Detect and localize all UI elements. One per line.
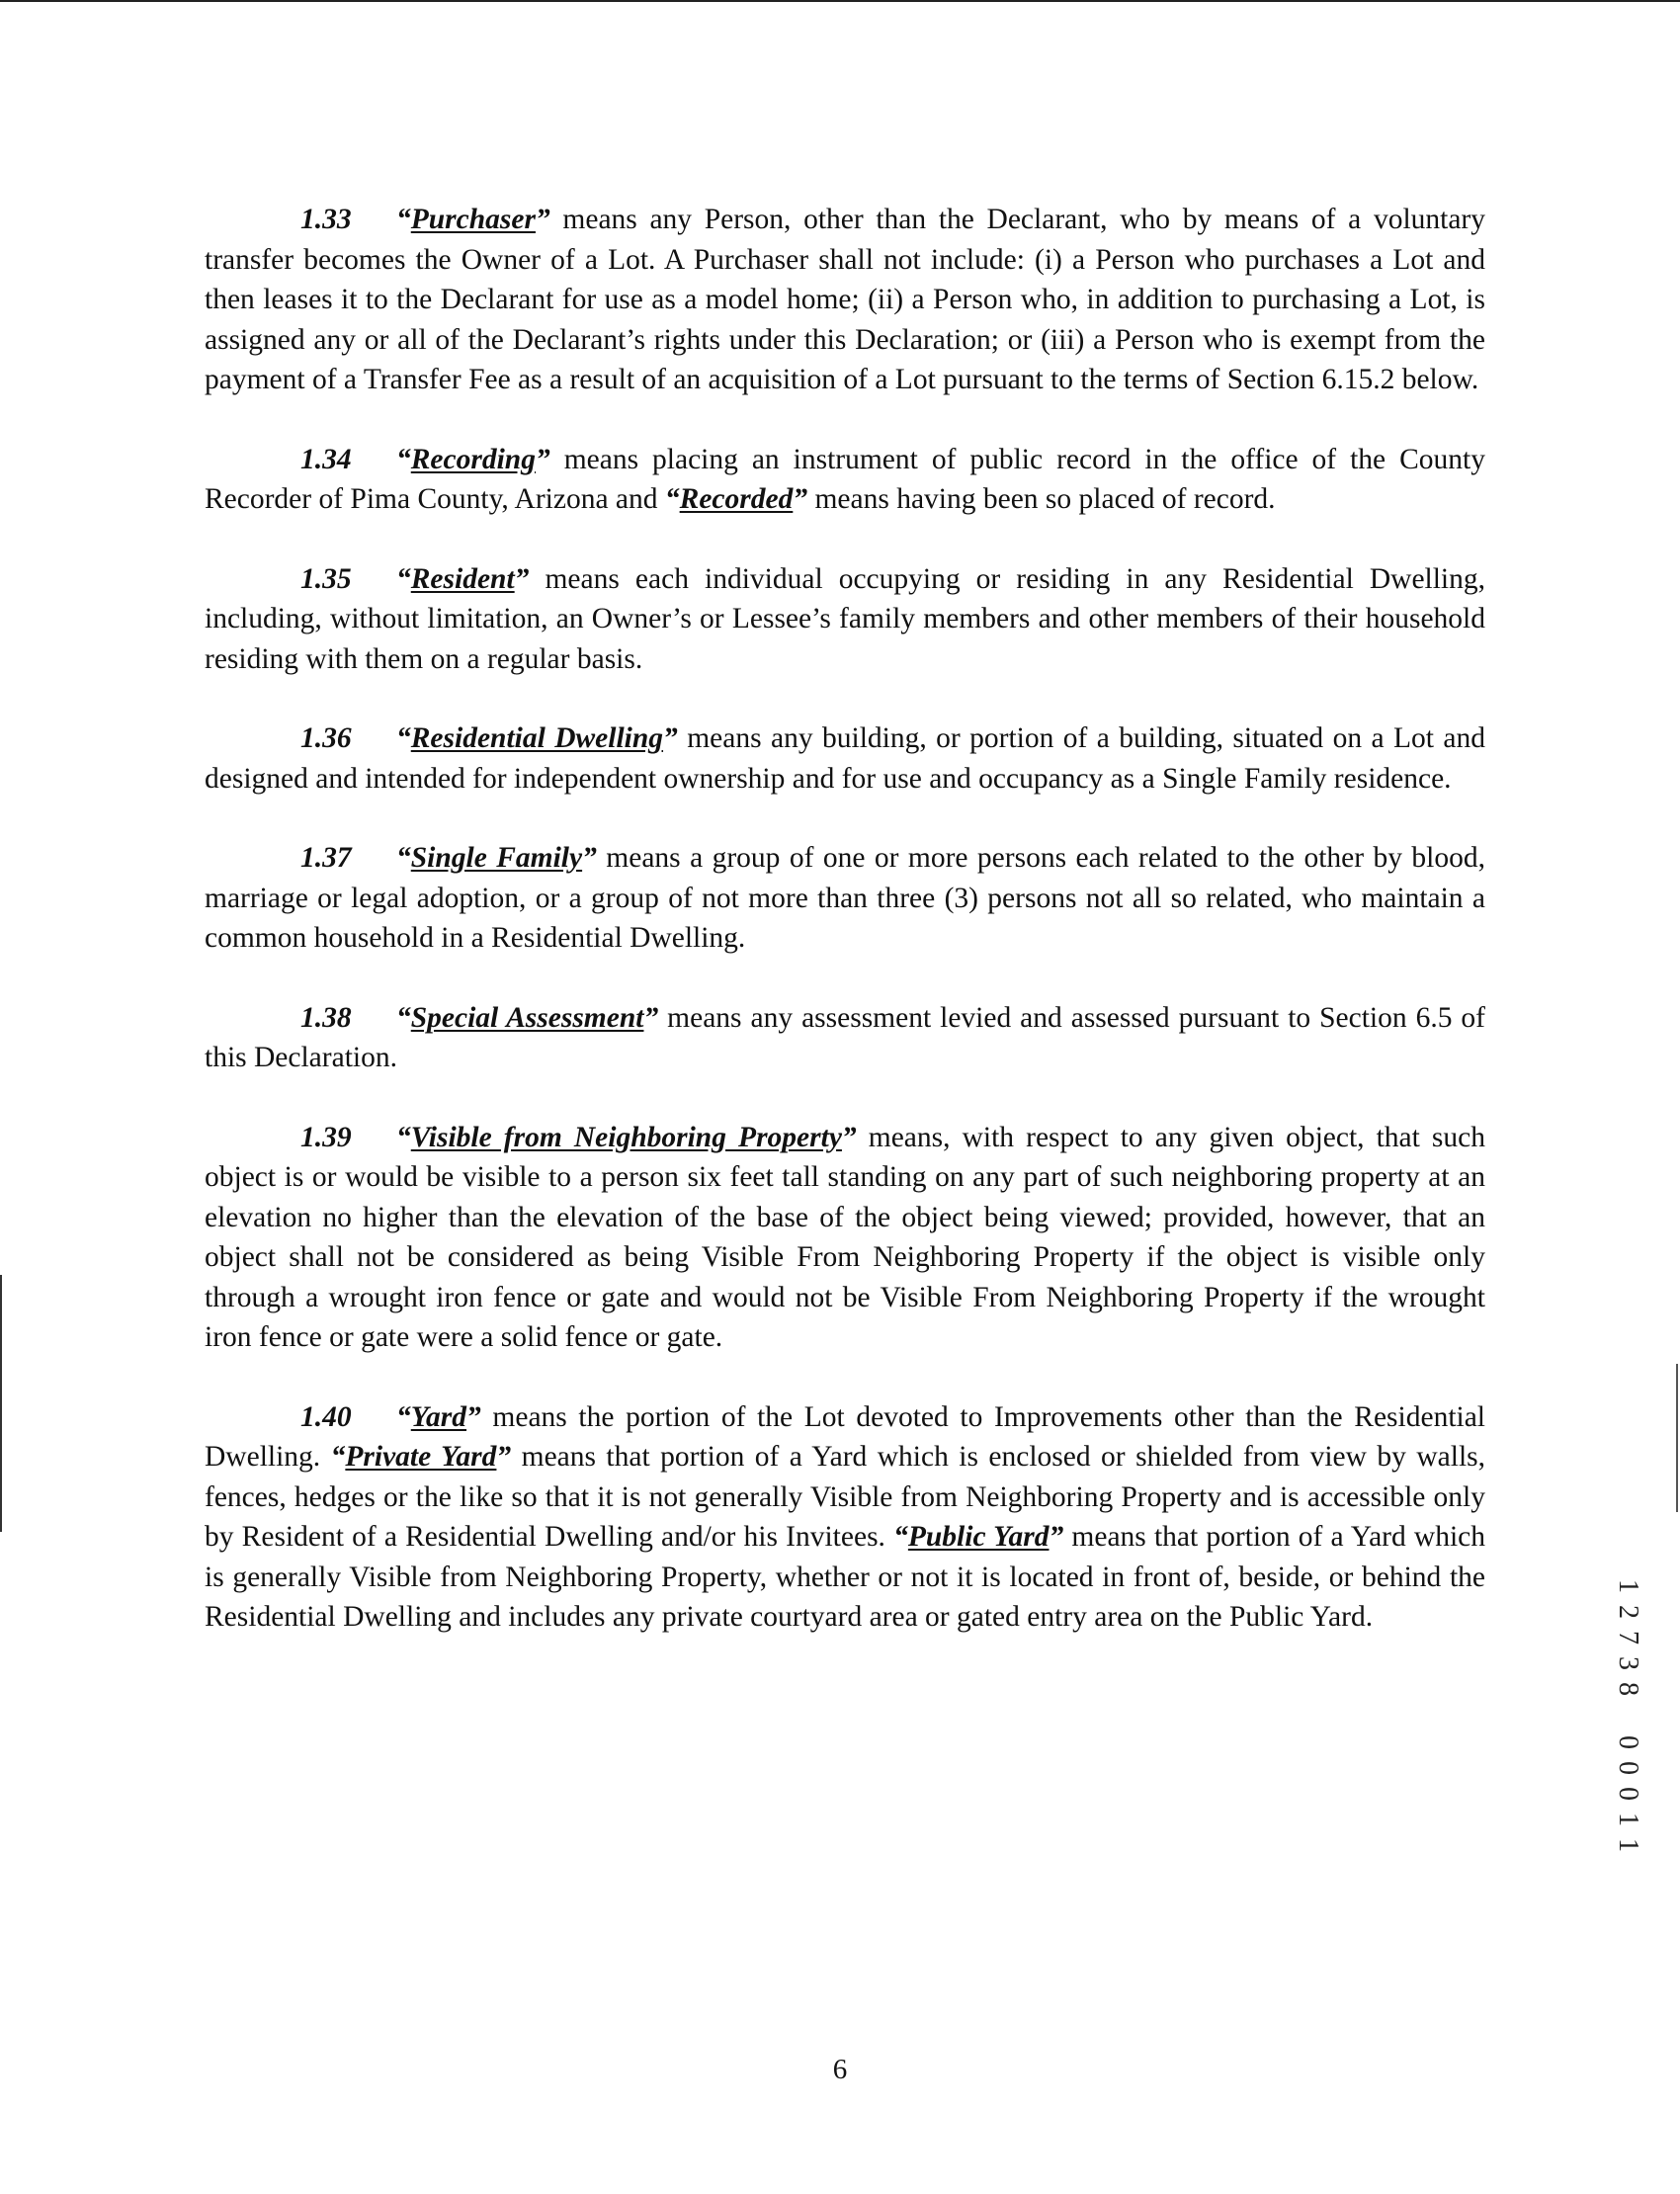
section-number: 1.39 bbox=[300, 1121, 352, 1153]
definition-1-38 bbox=[205, 998, 1485, 1078]
stamp-digit: 1 bbox=[1613, 1838, 1643, 1852]
section-number: 1.37 bbox=[300, 842, 352, 874]
definition-text: means a group of one or more persons each related to the other by blood, marriage or legal adoption, or a group of not more than three (3) persons not all so related, who maintain a common household in a Residential Dwelling. bbox=[205, 842, 1485, 954]
section-number: 1.35 bbox=[300, 562, 352, 595]
defined-term: “Single Family” bbox=[396, 842, 597, 874]
defined-term: “Residential Dwelling” bbox=[396, 722, 678, 754]
definition-text: means that portion of a Yard which is generally Visible from Neighboring Property, whether or not it is located in front of, beside, or behind the Residential Dwelling and includes any private courtyard area or gated entry area on the Public Yard. bbox=[205, 1521, 1486, 1633]
defined-term-tertiary: “Public Yard” bbox=[893, 1521, 1064, 1553]
definition-text: means the portion of the Lot devoted to Improvements other than the Residential Dwelling. bbox=[205, 1400, 1486, 1473]
defined-term-secondary: “Private Yard” bbox=[330, 1441, 512, 1473]
definition-text: means any Person, other than the Declarant, who by means of a voluntary transfer becomes the Owner of a Lot. A Purchaser shall not include: (i) a Person who purchases a Lot and then leases it to the Declarant for use as a model home; (ii) a Person who, in addition to purchasing a Lot, is assigned any or all of the Declarant’s rights under this Declaration; or (iii) a Person who is exempt from the payment of a Transfer Fee as a result of an acquisition of a Lot pursuant to the terms of Section 6.15.2 below. bbox=[205, 204, 1486, 395]
section-number: 1.40 bbox=[300, 1400, 352, 1433]
defined-term: “Visible from Neighboring Property” bbox=[396, 1121, 857, 1153]
stamp-digit: 7 bbox=[1613, 1631, 1643, 1645]
definition-1-37 bbox=[205, 838, 1485, 959]
stamp-digit: 2 bbox=[1613, 1605, 1643, 1619]
definition-text: means each individual occupying or residing in any Residential Dwelling, including, without limitation, an Owner’s or Lessee’s family members and other members of their household residing with them on a regular basis. bbox=[205, 562, 1486, 675]
defined-term: “Purchaser” bbox=[396, 204, 550, 235]
definition-text: means that portion of a Yard which is enclosed or shielded from view by walls, fences, hedges or the like so that it is not generally Visible from Neighboring Property and is accessible only by Resident of a Residential Dwelling and/or his Invitees. bbox=[205, 1441, 1486, 1553]
defined-term: “Yard” bbox=[396, 1400, 481, 1433]
defined-term: “Recording” bbox=[396, 443, 550, 475]
stamp-digit: 3 bbox=[1613, 1656, 1643, 1670]
stamp-digit: 0 bbox=[1613, 1735, 1643, 1749]
section-number: 1.33 bbox=[300, 204, 352, 235]
right-scan-mark bbox=[1676, 1364, 1678, 1512]
stamp-digit: 0 bbox=[1613, 1761, 1643, 1775]
stamp-digit: 1 bbox=[1613, 1813, 1643, 1826]
definition-1-34 bbox=[205, 440, 1485, 520]
definition-text: means any assessment levied and assessed pursuant to Section 6.5 of this Declaration. bbox=[205, 1001, 1485, 1073]
definition-1-39 bbox=[205, 1118, 1485, 1358]
definition-1-40 bbox=[205, 1397, 1485, 1638]
defined-term-secondary: “Recorded” bbox=[664, 483, 808, 515]
section-number: 1.38 bbox=[300, 1001, 352, 1034]
defined-term: “Special Assessment” bbox=[396, 1001, 659, 1034]
stamp-digit: 0 bbox=[1613, 1787, 1643, 1801]
recording-number-stamp bbox=[1613, 1573, 1642, 1858]
definition-text: means, with respect to any given object, that such object is or would be visible to a person six feet tall standing on any part of such neighboring property at an elevation no higher than the elevation of the base of the object being viewed; provided, however, that an object shall not be considered as being Visible From Neighboring Property if the object is visible only through a wrought iron fence or gate and would not be Visible From Neighboring Property if the wrought iron fence or gate were a solid fence or gate. bbox=[205, 1121, 1486, 1353]
section-number: 1.34 bbox=[300, 443, 352, 475]
definition-1-33 bbox=[205, 200, 1485, 400]
definition-1-35 bbox=[205, 559, 1485, 680]
definition-text: means any building, or portion of a building, situated on a Lot and designed and intended for independent ownership and for use and occupancy as a Single Family residence. bbox=[205, 722, 1486, 795]
page-number: 6 bbox=[832, 2054, 848, 2085]
left-scan-mark bbox=[0, 1275, 2, 1532]
document-body bbox=[205, 200, 1485, 1677]
defined-term: “Resident” bbox=[396, 562, 530, 595]
top-border-line bbox=[0, 0, 1680, 2]
definition-text: means having been so placed of record. bbox=[814, 483, 1276, 515]
section-number: 1.36 bbox=[300, 722, 352, 754]
stamp-digit: 8 bbox=[1613, 1682, 1643, 1696]
stamp-digit: 1 bbox=[1613, 1579, 1643, 1593]
definition-text: means placing an instrument of public record in the office of the County Recorder of Pima County, Arizona and bbox=[205, 443, 1485, 515]
definition-1-36 bbox=[205, 718, 1485, 799]
